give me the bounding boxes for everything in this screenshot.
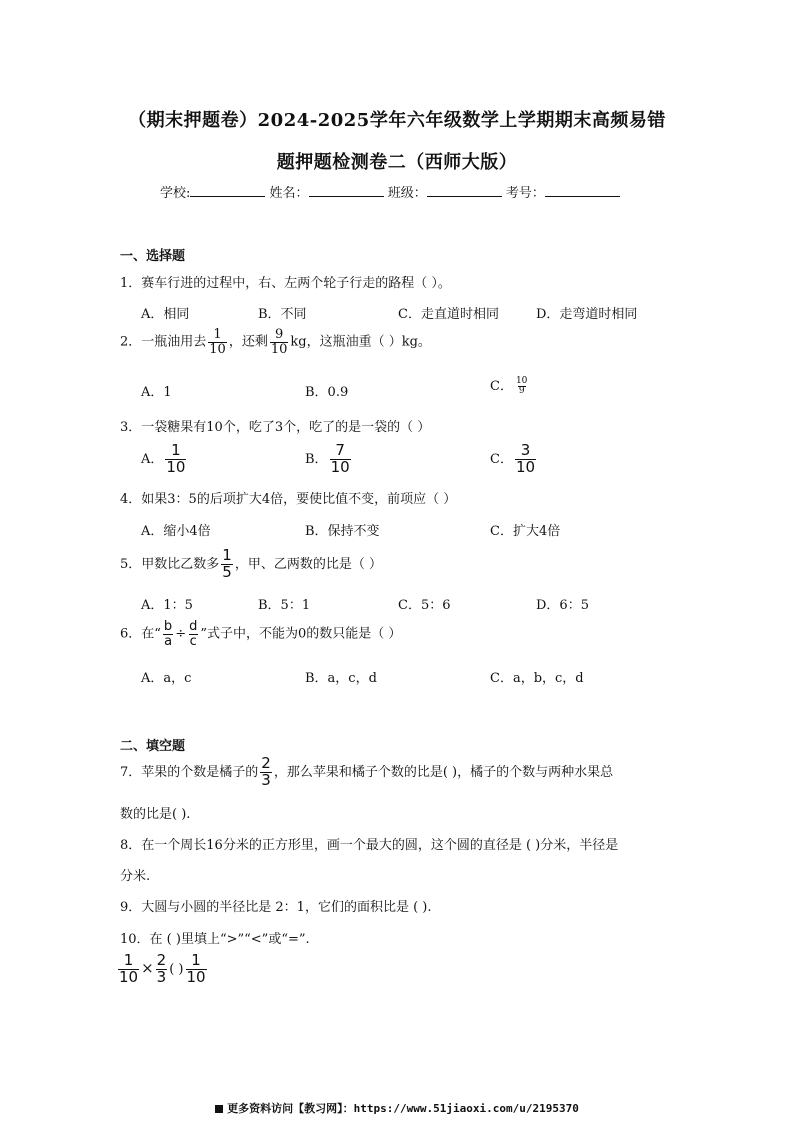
class-label: 班级：	[387, 186, 427, 201]
q7-line2: 数的比是( ).	[120, 807, 191, 822]
q10-fraction-3: $\frac{1}{10}$	[186, 951, 206, 986]
q3-option-b-fraction: $\frac{7}{10}$	[330, 441, 350, 476]
q10-fraction-2: $\frac{2}{3}$	[156, 951, 167, 986]
q2-fraction-1: $\frac{1}{10}$	[209, 327, 226, 357]
name-label: 姓名：	[269, 186, 309, 201]
footer	[0, 1100, 794, 1116]
q10-fraction-1: $\frac{1}{10}$	[119, 951, 139, 986]
q9-line: 9．大圆与小圆的半径比是 2：1，它们的面积比是 ( ).	[120, 900, 432, 915]
page-title-line2: 题押题检测卷二（西师大版）	[276, 152, 518, 173]
q5-option-c: C．5：6	[398, 598, 451, 613]
divide-sign: ÷	[175, 626, 187, 642]
section1-title: 一、选择题	[120, 249, 186, 264]
q3-option-a-fraction: $\frac{1}{10}$	[166, 441, 186, 476]
q6-option-a: A．a，c	[141, 671, 192, 686]
times-sign: ×	[141, 958, 154, 977]
q7-stem: 7．苹果的个数是橘子的 $\frac{2}{3}$ ，那么苹果和橘子个数的比是( )，橘子的个数与两种水果总	[120, 754, 614, 789]
q10-expression	[116, 953, 209, 986]
flag-icon	[215, 1105, 223, 1113]
q10-answer-blank: ( )	[169, 961, 184, 977]
q5-option-d: D．6：5	[536, 598, 589, 613]
q5-fraction: $\frac{1}{5}$	[222, 546, 232, 581]
q4-option-a: A．缩小4倍	[141, 524, 211, 539]
q3-stem: 3．一袋糖果有10个，吃了3个，吃了的是一袋的（ ）	[120, 420, 431, 435]
section2-title: 二、填空题	[120, 739, 186, 754]
q2-stem-c: kg，这瓶油重（ ）kg。	[290, 334, 431, 350]
number-blank	[545, 184, 620, 197]
student-info-line	[160, 182, 620, 201]
q2-stem-b: ，还剩	[228, 334, 268, 350]
q6-fraction-1: $\frac{b}{a}$	[163, 619, 173, 649]
school-blank	[190, 184, 265, 197]
q2-fraction-2: $\frac{9}{10}$	[270, 327, 288, 357]
q4-option-b: B．保持不变	[305, 524, 380, 539]
q6-option-c: C．a，b，c，d	[490, 671, 584, 686]
number-label: 考号：	[505, 186, 545, 201]
q4-stem: 4．如果3：5的后项扩大4倍，要使比值不变，前项应（ ）	[120, 492, 457, 507]
q3-option-c-fraction: $\frac{3}{10}$	[515, 441, 536, 476]
q2-option-a: A．1	[141, 385, 172, 400]
q1-option-d: D．走弯道时相同	[536, 307, 638, 322]
q6-fraction-2: $\frac{d}{c}$	[189, 619, 198, 649]
q7-fraction: $\frac{2}{3}$	[261, 754, 271, 789]
q2-stem-a: 2．一瓶油用去	[120, 334, 207, 350]
q8-line2: 分米.	[120, 869, 151, 884]
q5-option-a: A．1：5	[141, 598, 193, 613]
q6-stem: 6．在“ $\frac{b}{a}$ ÷ $\frac{d}{c}$ ”式子中，不能为0的数只能是（ ）	[120, 619, 402, 649]
name-blank	[309, 184, 384, 197]
q5-stem: 5．甲数比乙数多 $\frac{1}{5}$ ，甲、乙两数的比是（ ）	[120, 546, 382, 581]
q2-option-b: B．0.9	[305, 385, 349, 400]
q1-option-c: C．走直道时相同	[398, 307, 499, 322]
footer-link[interactable]: 更多资料访问【教习网】：https://www.51jiaoxi.com/u/2195370	[227, 1102, 579, 1115]
q2-stem	[120, 328, 431, 356]
class-blank	[427, 184, 502, 197]
q3-option-c: C． $\frac{3}{10}$	[490, 441, 536, 476]
q8-line1: 8．在一个周长16分米的正方形里，画一个最大的圆，这个圆的直径是 ( )分米，半径是	[120, 838, 619, 853]
q2-option-c-fraction: $\frac{10}{9}$	[515, 375, 528, 396]
q5-option-b: B．5：1	[258, 598, 311, 613]
page-title-line1: （期末押题卷）2024-2025学年六年级数学上学期期末高频易错	[128, 110, 666, 131]
q10-line: 10．在 ( )里填上“>”“<”或“=”.	[120, 932, 310, 947]
q3-option-a: A． $\frac{1}{10}$	[141, 441, 186, 476]
q4-option-c: C．扩大4倍	[490, 524, 561, 539]
school-label: 学校:	[160, 186, 191, 201]
q1-stem: 1．赛车行进的过程中，右、左两个轮子行走的路程（ ）。	[120, 276, 451, 291]
q3-option-b: B． $\frac{7}{10}$	[305, 441, 350, 476]
q1-option-a: A．相同	[141, 307, 190, 322]
q2-option-c: C． $\frac{10}{9}$	[490, 375, 528, 396]
q6-option-b: B．a，c，d	[305, 671, 377, 686]
q1-option-b: B．不同	[258, 307, 307, 322]
